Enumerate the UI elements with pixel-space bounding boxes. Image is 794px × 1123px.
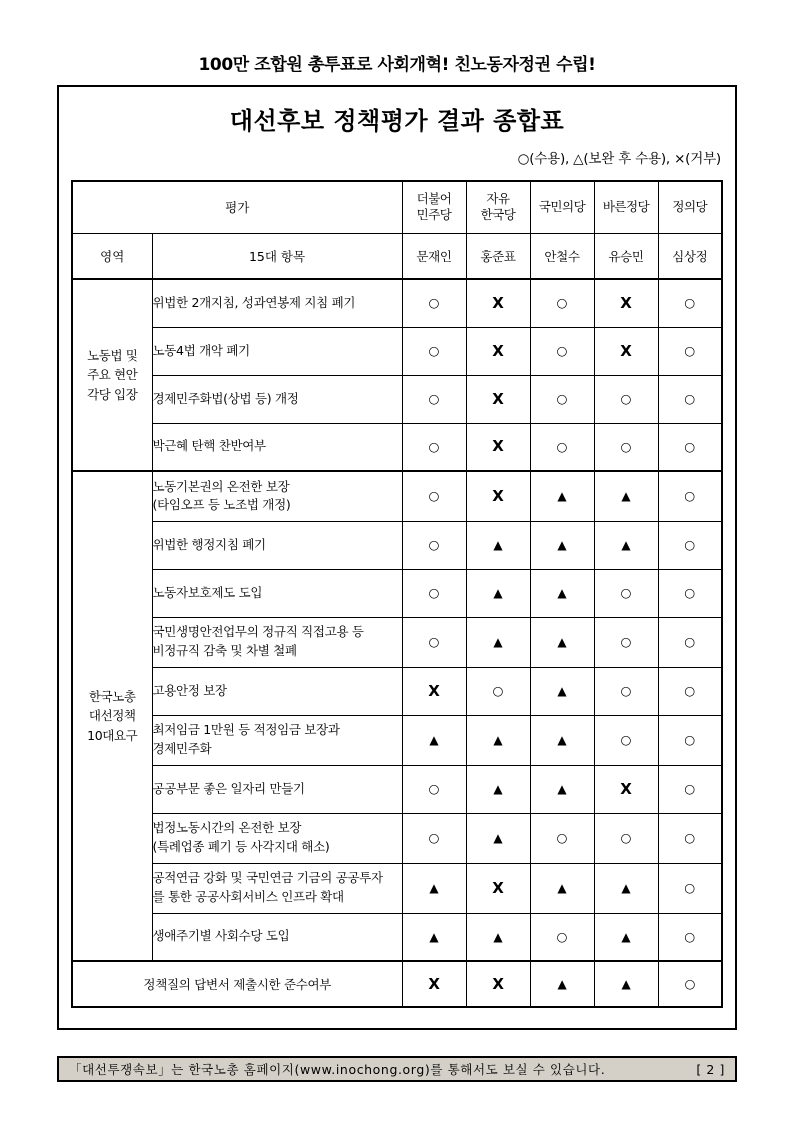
mark-cell: X	[466, 327, 530, 375]
mark-cell: ○	[530, 279, 594, 327]
mark-cell: ○	[466, 667, 530, 715]
mark-cell: ○	[658, 765, 722, 813]
mark-cell: ▲	[402, 715, 466, 765]
group-label-1	[72, 279, 152, 471]
party-line2: 민주당	[416, 207, 452, 223]
mark-cell: ○	[594, 569, 658, 617]
mark-cell: ○	[402, 617, 466, 667]
item-text	[152, 327, 402, 375]
header-item-label: 15대 항목	[152, 233, 402, 279]
header-candidate-1: 문재인	[402, 233, 466, 279]
item-text	[152, 471, 402, 521]
table-row	[72, 667, 722, 715]
legend-note: ○(수용), △(보완 후 수용), ×(거부)	[517, 151, 721, 167]
mark-cell: ○	[594, 813, 658, 863]
header-party-2	[466, 181, 530, 233]
table-row	[72, 471, 722, 521]
table-row	[72, 375, 722, 423]
mark-cell: ○	[658, 375, 722, 423]
summary-mark-cell: ▲	[594, 961, 658, 1007]
mark-cell: ○	[402, 471, 466, 521]
mark-cell: ▲	[402, 913, 466, 961]
group-label-2	[72, 471, 152, 961]
table-summary-row	[72, 961, 722, 1007]
mark-cell: ▲	[402, 863, 466, 913]
item-text	[152, 521, 402, 569]
mark-cell: ▲	[530, 667, 594, 715]
mark-cell: ○	[658, 617, 722, 667]
item-line: 법정노동시간의 온전한 보장	[152, 820, 302, 836]
mark-cell: ○	[658, 471, 722, 521]
item-text	[152, 569, 402, 617]
item-line: 노동자보호제도 도입	[152, 584, 263, 600]
item-line: 국민생명안전업무의 정규직 직접고용 등	[152, 624, 364, 640]
table-row	[72, 913, 722, 961]
party-line1: 더불어	[416, 191, 452, 206]
item-line: 경제민주화법(상법 등) 개정	[152, 390, 299, 406]
mark-cell: ○	[658, 569, 722, 617]
header-eval-label: 평가	[72, 181, 402, 233]
mark-cell: ▲	[466, 715, 530, 765]
mark-cell: ○	[658, 913, 722, 961]
mark-cell: ○	[402, 423, 466, 471]
item-line: 경제민주화	[152, 741, 212, 756]
header-party-4	[594, 181, 658, 233]
item-line: 공공부문 좋은 일자리 만들기	[152, 780, 305, 796]
summary-label: 정책질의 답변서 제출시한 준수여부	[72, 961, 402, 1007]
mark-cell: ▲	[466, 569, 530, 617]
party-line1: 바른정당	[602, 199, 650, 215]
group-label-line: 각당 입장	[87, 386, 138, 402]
item-line: 최저임금 1만원 등 적정임금 보장과	[152, 722, 340, 738]
evaluation-table	[71, 180, 723, 1008]
mark-cell: ▲	[466, 813, 530, 863]
item-text	[152, 667, 402, 715]
mark-cell: X	[466, 863, 530, 913]
table-row	[72, 813, 722, 863]
summary-mark-cell: ▲	[530, 961, 594, 1007]
table-header-row-candidates	[72, 233, 722, 279]
table-row	[72, 521, 722, 569]
header-candidate-2: 홍준표	[466, 233, 530, 279]
item-text	[152, 617, 402, 667]
item-line: (특례업종 폐기 등 사각지대 해소)	[152, 839, 330, 854]
mark-cell: ○	[658, 715, 722, 765]
table-row	[72, 327, 722, 375]
mark-cell: ▲	[466, 913, 530, 961]
mark-cell: X	[466, 279, 530, 327]
footer-text: 「대선투쟁속보」는 한국노총 홈페이지(www.inochong.org)를 통해서도 보실 수 있습니다.	[69, 1062, 606, 1077]
table-header-row-parties	[72, 181, 722, 233]
mark-cell: ○	[594, 617, 658, 667]
table-row	[72, 423, 722, 471]
header-party-1	[402, 181, 466, 233]
mark-cell: ▲	[530, 863, 594, 913]
header-area-label: 영역	[72, 233, 152, 279]
mark-cell: ○	[530, 327, 594, 375]
item-text	[152, 913, 402, 961]
header-party-3	[530, 181, 594, 233]
mark-cell: ▲	[594, 913, 658, 961]
mark-cell: ▲	[466, 765, 530, 813]
item-line: (타임오프 등 노조법 개정)	[152, 497, 291, 513]
mark-cell: ○	[402, 813, 466, 863]
item-line: 위법한 2개지침, 성과연봉제 지침 폐기	[152, 294, 356, 310]
table-row	[72, 279, 722, 327]
summary-mark-cell: ○	[658, 961, 722, 1007]
mark-cell: ▲	[466, 617, 530, 667]
mark-cell: ○	[658, 863, 722, 913]
mark-cell: X	[466, 471, 530, 521]
mark-cell: ▲	[594, 863, 658, 913]
mark-cell: ▲	[530, 715, 594, 765]
mark-cell: ▲	[530, 521, 594, 569]
group-label-line: 한국노총	[88, 688, 136, 704]
mark-cell: ○	[402, 569, 466, 617]
mark-cell: ▲	[530, 617, 594, 667]
item-text	[152, 863, 402, 913]
summary-mark-cell: X	[466, 961, 530, 1007]
footer-bar	[57, 1056, 737, 1082]
item-line: 노동기본권의 온전한 보장	[152, 478, 290, 494]
mark-cell: X	[466, 423, 530, 471]
mark-cell: X	[466, 375, 530, 423]
item-text	[152, 765, 402, 813]
header-candidate-4: 유승민	[594, 233, 658, 279]
item-text	[152, 813, 402, 863]
mark-cell: ○	[658, 813, 722, 863]
mark-cell: ○	[402, 279, 466, 327]
table-row	[72, 715, 722, 765]
mark-cell: ○	[402, 765, 466, 813]
top-banner: 100만 조합원 총투표로 사회개혁! 친노동자정권 수립!	[198, 55, 596, 75]
item-line: 위법한 행정지침 폐기	[152, 536, 266, 552]
mark-cell: ○	[658, 327, 722, 375]
item-line: 고용안정 보장	[152, 682, 227, 698]
item-line: 공적연금 강화 및 국민연금 기금의 공공투자	[152, 870, 383, 886]
mark-cell: ○	[402, 327, 466, 375]
group-label-line: 대선정책	[88, 708, 136, 724]
item-text	[152, 279, 402, 327]
summary-mark-cell: X	[402, 961, 466, 1007]
mark-cell: ▲	[530, 471, 594, 521]
group-label-line: 노동법 및	[87, 347, 138, 363]
group-label-line: 주요 현안	[87, 367, 138, 383]
table-row	[72, 765, 722, 813]
mark-cell: ▲	[594, 521, 658, 569]
mark-cell: X	[594, 279, 658, 327]
mark-cell: ○	[658, 667, 722, 715]
mark-cell: ▲	[466, 521, 530, 569]
item-line: 생애주기별 사회수당 도입	[152, 928, 290, 944]
mark-cell: ○	[658, 423, 722, 471]
table-row	[72, 863, 722, 913]
header-candidate-3: 안철수	[530, 233, 594, 279]
mark-cell: ○	[658, 279, 722, 327]
item-line: 를 통한 공공사회서비스 인프라 확대	[152, 889, 344, 904]
header-candidate-5: 심상정	[658, 233, 722, 279]
mark-cell: ○	[658, 521, 722, 569]
mark-cell: ○	[530, 423, 594, 471]
mark-cell: ○	[594, 423, 658, 471]
item-text	[152, 423, 402, 471]
item-text	[152, 375, 402, 423]
page-title: 대선후보 정책평가 결과 종합표	[229, 107, 565, 135]
party-line1: 정의당	[672, 199, 708, 215]
mark-cell: ○	[530, 913, 594, 961]
mark-cell: ○	[594, 375, 658, 423]
mark-cell: ▲	[594, 471, 658, 521]
item-line: 비정규직 감축 및 차별 철폐	[152, 643, 297, 658]
mark-cell: ▲	[530, 765, 594, 813]
party-line1: 자유	[486, 191, 510, 206]
footer-page-number: [ 2 ]	[696, 1061, 725, 1077]
mark-cell: ○	[402, 521, 466, 569]
document-frame	[57, 85, 737, 1030]
party-line2: 한국당	[480, 207, 516, 223]
mark-cell: ○	[594, 667, 658, 715]
mark-cell: ▲	[530, 569, 594, 617]
header-party-5	[658, 181, 722, 233]
mark-cell: ○	[530, 375, 594, 423]
mark-cell: ○	[594, 715, 658, 765]
mark-cell: X	[402, 667, 466, 715]
mark-cell: X	[594, 765, 658, 813]
mark-cell: X	[594, 327, 658, 375]
group-label-line: 10대요구	[87, 727, 138, 743]
table-row	[72, 569, 722, 617]
table-row	[72, 617, 722, 667]
party-line1: 국민의당	[538, 199, 586, 215]
item-text	[152, 715, 402, 765]
item-line: 박근혜 탄핵 찬반여부	[152, 438, 266, 454]
item-line: 노동4법 개악 폐기	[152, 342, 250, 358]
mark-cell: ○	[530, 813, 594, 863]
mark-cell: ○	[402, 375, 466, 423]
